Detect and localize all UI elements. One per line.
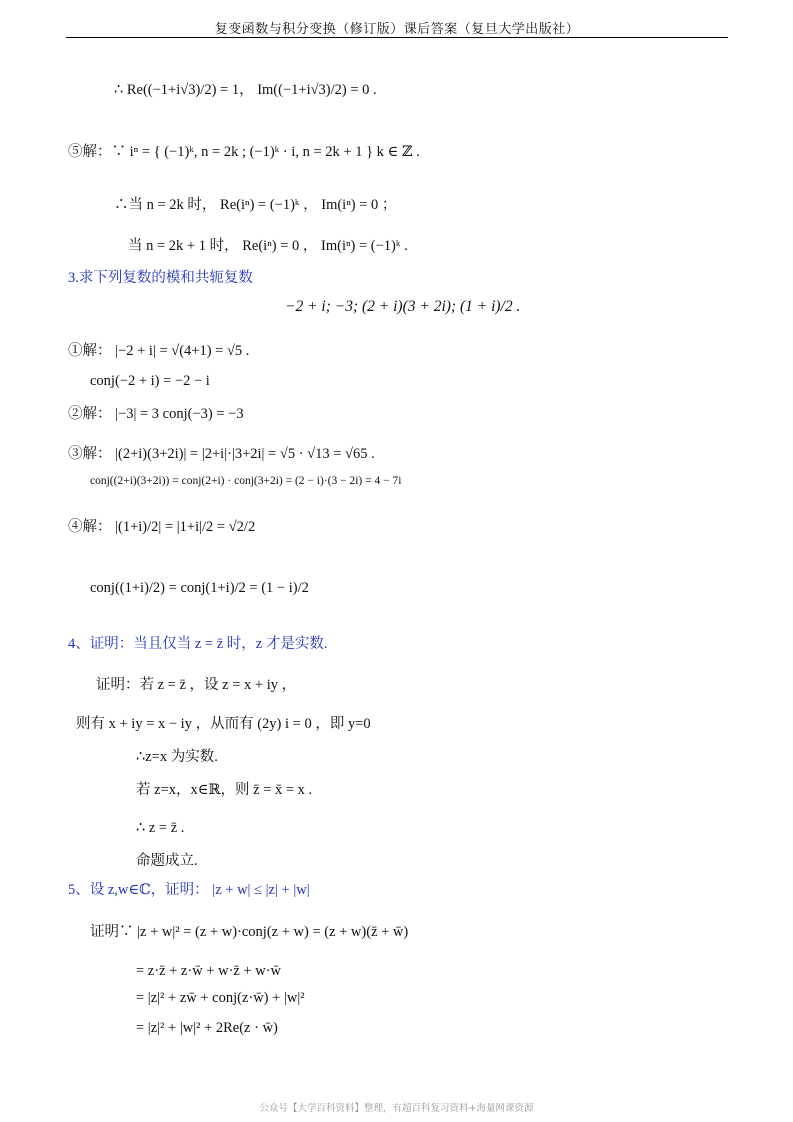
line-therefore: ∴ z = z̄ . — [136, 820, 185, 836]
line-4-modulus: ④解： |(1+i)/2| = |1+i|/2 = √2/2 — [68, 519, 256, 535]
line-re-im-result: ∴ Re((−1+i√3)/2) = 1， Im((−1+i√3)/2) = 0 . — [114, 82, 377, 98]
line-odd-case: 当 n = 2k + 1 时， Re(iⁿ) = 0 ， Im(iⁿ) = (−1)ᵏ . — [128, 238, 408, 254]
line-even-case: ∴当 n = 2k 时， Re(iⁿ) = (−1)ᵏ ， Im(iⁿ) = 0 ； — [114, 197, 397, 213]
line-5-expand-3: = |z|² + |w|² + 2Re(z · w̄) — [136, 1020, 278, 1036]
line-5-expand-2: = |z|² + zw̄ + conj(z·w̄) + |w|² — [136, 990, 305, 1006]
section-5-heading: 5、设 z,w∈ℂ，证明： |z + w| ≤ |z| + |w| — [68, 882, 310, 898]
line-3-modulus: ③解： |(2+i)(3+2i)| = |2+i|·|3+2i| = √5 · √13 = √65 . — [68, 446, 375, 462]
line-converse: 若 z=x，x∈ℝ，则 z̄ = x̄ = x . — [136, 782, 313, 798]
section-3-expressions: −2 + i; −3; (2 + i)(3 + 2i); (1 + i)/2 . — [285, 298, 521, 315]
header-rule — [66, 37, 728, 38]
line-3-conjugate: conj((2+i)(3+2i)) = conj(2+i) · conj(3+2i) = (2 − i)·(3 − 2i) = 4 − 7i — [90, 475, 402, 487]
line-4-conjugate: conj((1+i)/2) = conj(1+i)/2 = (1 − i)/2 — [90, 580, 309, 596]
line-5-proof-start: 证明∵ |z + w|² = (z + w)·conj(z + w) = (z + w)(z̄ + w̄) — [90, 924, 409, 940]
section-4-heading: 4、证明：当且仅当 z = z̄ 时，z 才是实数. — [68, 636, 328, 652]
line-5-expand-1: = z·z̄ + z·w̄ + w·z̄ + w·w̄ — [136, 963, 282, 979]
line-1-modulus: ①解： |−2 + i| = √(4+1) = √5 . — [68, 343, 250, 359]
line-1-conjugate: conj(−2 + i) = −2 − i — [90, 373, 210, 389]
line-proposition-holds: 命题成立. — [136, 853, 198, 869]
page-footer: 公众号【大学百科资料】整理，有超百科复习资料+海量网课资源 — [259, 1103, 534, 1114]
section-3-heading: 3.求下列复数的模和共轭复数 — [68, 270, 253, 286]
line-proof-start: 证明：若 z = z̄ ，设 z = x + iy ， — [96, 677, 297, 693]
line-5-solution: ⑤解：∵ iⁿ = { (−1)ᵏ, n = 2k ; (−1)ᵏ · i, n = 2k + 1 } k ∈ ℤ . — [68, 144, 420, 160]
header-title: 复变函数与积分变换（修订版）课后答案（复旦大学出版社） — [214, 21, 580, 36]
line-then-have: 则有 x + iy = x − iy ，从而有 (2y) i = 0 ，即 y=0 — [76, 716, 371, 732]
line-z-real: ∴z=x 为实数. — [136, 749, 218, 765]
line-2-solution: ②解： |−3| = 3 conj(−3) = −3 — [68, 406, 244, 422]
